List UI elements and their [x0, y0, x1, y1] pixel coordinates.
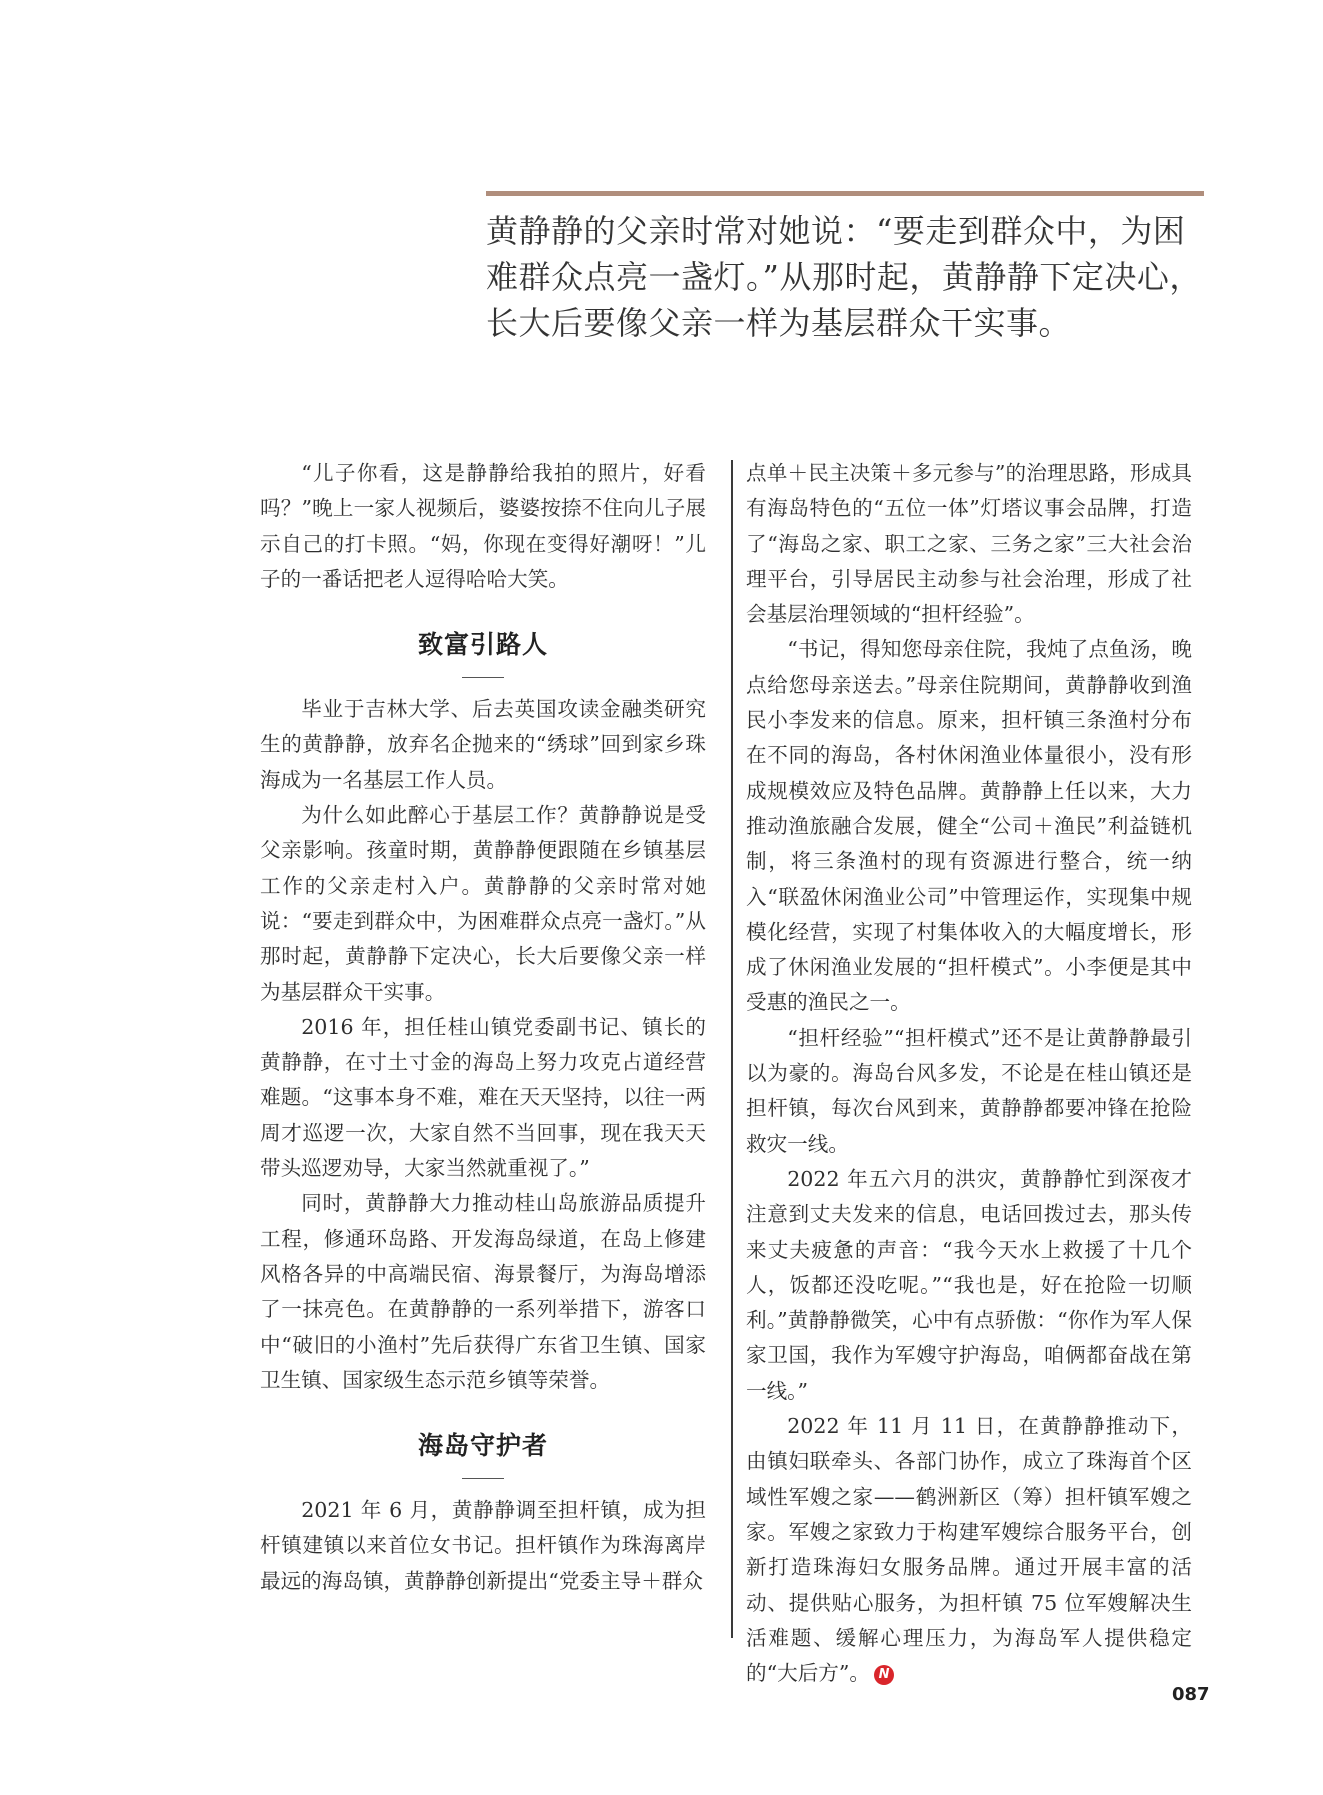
section-heading-1 [260, 625, 706, 678]
paragraph: 2021 年 6 月，黄静静调至担杆镇，成为担杆镇建镇以来首位女书记。担杆镇作为珠海离岸最远的海岛镇，黄静静创新提出“党委主导＋群众 [260, 1498, 706, 1593]
section-title: 海岛守护者 [417, 1431, 548, 1461]
paragraph: “书记，得知您母亲住院，我炖了点鱼汤，晚点给您母亲送去。”母亲住院期间，黄静静收到渔民小李发来的信息。原来，担杆镇三条渔村分布在不同的海岛，各村休闲渔业体量很小，没有形成规模效应及特色品牌。黄静静上任以来，大力推动渔旅融合发展，健全“公司＋渔民”利益链机制，将三条渔村的现有资源进行整合，统一纳入“联盈休闲渔业公司”中管理运作，实现集中规模化经营，实现了村集体收入的大幅度增长，形成了休闲渔业发展的“担杆模式”。小李便是其中受惠的渔民之一。 [746, 637, 1192, 1015]
heading-dash [462, 1478, 504, 1479]
paragraph: “儿子你看，这是静静给我拍的照片，好看吗？”晚上一家人视频后，婆婆按捺不住向儿子展示自己的打卡照。“妈，你现在变得好潮呀！”儿子的一番话把老人逗得哈哈大笑。 [260, 461, 706, 591]
left-column [260, 456, 706, 1599]
paragraph: 毕业于吉林大学、后去英国攻读金融类研究生的黄静静，放弃名企抛来的“绣球”回到家乡珠海成为一名基层工作人员。 [260, 697, 706, 792]
right-column [746, 456, 1192, 1691]
heading-dash [462, 677, 504, 678]
paragraph: 同时，黄静静大力推动桂山岛旅游品质提升工程，修通环岛路、开发海岛绿道，在岛上修建风格各异的中高端民宿、海景餐厅，为海岛增添了一抹亮色。在黄静静的一系列举措下，游客口中“破旧的小渔村”先后获得广东省卫生镇、国家卫生镇、国家级生态示范乡镇等荣誉。 [260, 1191, 706, 1392]
paragraph: “担杆经验”“担杆模式”还不是让黄静静最引以为豪的。海岛台风多发，不论是在桂山镇还是担杆镇，每次台风到来，黄静静都要冲锋在抢险救灾一线。 [746, 1025, 1192, 1156]
paragraph: 2022 年五六月的洪灾，黄静静忙到深夜才注意到丈夫发来的信息，电话回拨过去，那头传来丈夫疲惫的声音：“我今天水上救援了十几个人，饭都还没吃呢。”“我也是，好在抢险一切顺利。”黄静静微笑，心中有点骄傲：“你作为军人保家卫国，我作为军嫂守护海岛，咱俩都奋战在第一线。” [746, 1166, 1192, 1403]
column-divider [731, 460, 733, 1638]
pull-quote-rule [486, 191, 1204, 196]
paragraph: 为什么如此醉心于基层工作？黄静静说是受父亲影响。孩童时期，黄静静便跟随在乡镇基层工作的父亲走村入户。黄静静的父亲时常对她说：“要走到群众中，为困难群众点亮一盏灯。”从那时起，黄静静下定决心，长大后要像父亲一样为基层群众干实事。 [260, 803, 706, 1004]
paragraph-text: 2022 年 11 月 11 日，在黄静静推动下，由镇妇联牵头、各部门协作，成立了珠海首个区域性军嫂之家——鹤洲新区（筹）担杆镇军嫂之家。军嫂之家致力于构建军嫂综合服务平台，创新打造珠海妇女服务品牌。通过开展丰富的活动、提供贴心服务，为担杆镇 75 位军嫂解决生活难题、缓解心理压力，为海岛军人提供稳定的“大后方”。 [746, 1414, 1192, 1686]
paragraph: 2016 年，担任桂山镇党委副书记、镇长的黄静静，在寸土寸金的海岛上努力攻克占道经营难题。“这事本身不难，难在天天坚持，以往一两周才巡逻一次，大家自然不当回事，现在我天天带头巡逻劝导，大家当然就重视了。” [260, 1014, 706, 1181]
paragraph-continued: 点单＋民主决策＋多元参与”的治理思路，形成具有海岛特色的“五位一体”灯塔议事会品牌，打造了“海岛之家、职工之家、三务之家”三大社会治理平台，引导居民主动参与社会治理，形成了社会基层治理领域的“担杆经验”。 [746, 461, 1192, 627]
page-number: 087 [1172, 1684, 1210, 1705]
paragraph-last [746, 1409, 1192, 1691]
end-mark-icon: N [874, 1665, 894, 1685]
section-title: 致富引路人 [417, 630, 548, 660]
pull-quote: 黄静静的父亲时常对她说：“要走到群众中，为困难群众点亮一盏灯。”从那时起，黄静静下定决心，长大后要像父亲一样为基层群众干实事。 [486, 212, 1202, 342]
section-heading-2 [260, 1426, 706, 1479]
